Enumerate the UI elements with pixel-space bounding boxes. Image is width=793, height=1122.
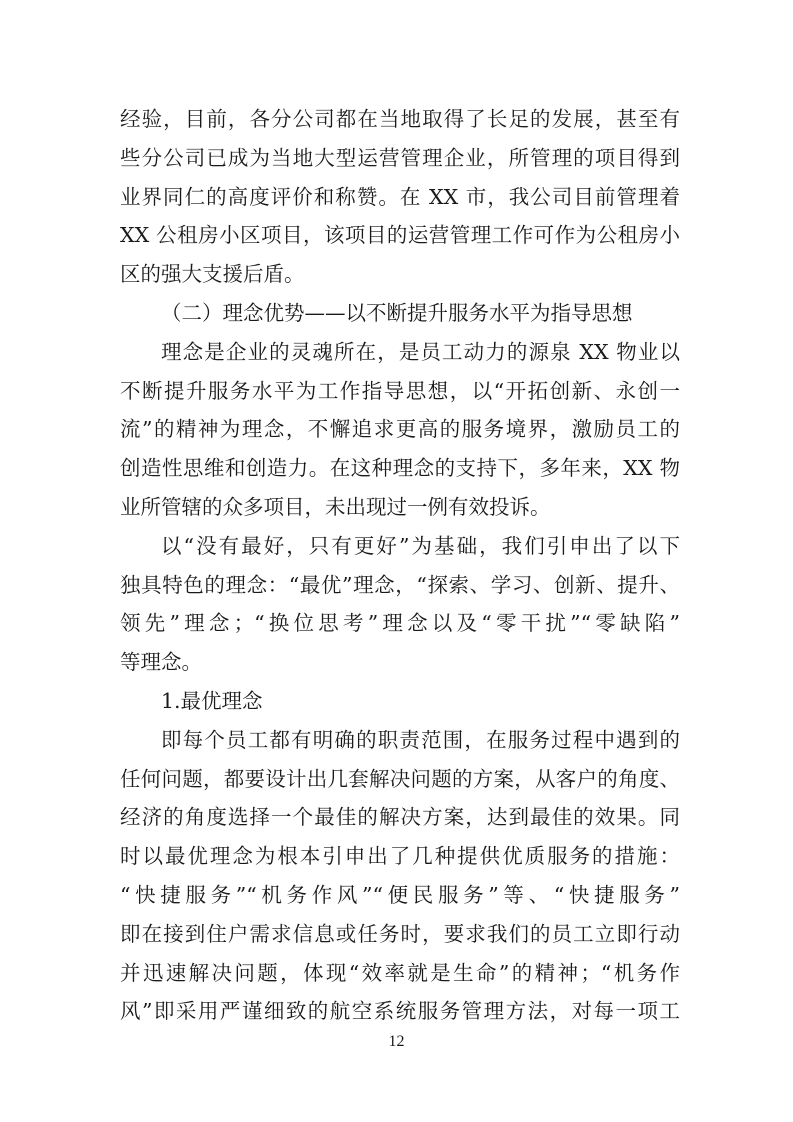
paragraph-line: 独具特色的理念：“最优”理念，“探索、学习、创新、提升、 [120,572,680,597]
paragraph-line: 不断提升服务水平为工作指导思想，以“开拓创新、永创一 [120,378,680,403]
paragraph-line: 业所管辖的众多项目，未出现过一例有效投诉。 [120,494,551,519]
paragraph-line: 业界同仁的高度评价和称赞。在 XX 市，我公司目前管理着 [120,184,680,209]
paragraph-line: 并迅速解决问题，体现“效率就是生命”的精神；“机务作 [120,960,680,985]
subsection-heading: 1.最优理念 [161,688,263,713]
paragraph-line: 理念是企业的灵魂所在，是员工动力的源泉 XX 物业以 [161,339,680,364]
page-number: 12 [388,1033,405,1050]
body-text [120,100,680,1031]
paragraph-line: 即每个员工都有明确的职责范围，在服务过程中遇到的 [161,727,680,752]
paragraph-line: 领先”理念；“换位思考”理念以及“零干扰”“零缺陷” [120,611,680,636]
paragraph-line: 经验，目前，各分公司都在当地取得了长足的发展，甚至有 [120,107,680,131]
paragraph-line: “快捷服务”“机务作风”“便民服务”等、“快捷服务” [120,882,680,907]
paragraph-line: XX 公租房小区项目，该项目的运营管理工作可作为公租房小 [120,223,680,248]
paragraph-line: 区的强大支援后盾。 [120,262,305,287]
paragraph-line: 时以最优理念为根本引申出了几种提供优质服务的措施： [120,844,680,869]
section-heading: （二）理念优势——以不断提升服务水平为指导思想 [161,300,633,325]
paragraph-line: 等理念。 [120,650,202,675]
paragraph-line: 流”的精神为理念，不懈追求更高的服务境界，激励员工的 [120,417,680,442]
paragraph-line: 以“没有最好，只有更好”为基础，我们引申出了以下 [161,533,680,558]
paragraph-line: 即在接到住户需求信息或任务时，要求我们的员工立即行动 [120,921,680,946]
paragraph-line: 创造性思维和创造力。在这种理念的支持下，多年来，XX 物 [120,456,680,481]
paragraph-line: 经济的角度选择一个最佳的解决方案，达到最佳的效果。同 [120,805,680,830]
paragraph-line: 风”即采用严谨细致的航空系统服务管理方法，对每一项工 [120,999,680,1024]
paragraph-line: 任何问题，都要设计出几套解决问题的方案，从客户的角度、 [120,766,680,791]
paragraph-line: 些分公司已成为当地大型运营管理企业，所管理的项目得到 [120,145,680,170]
